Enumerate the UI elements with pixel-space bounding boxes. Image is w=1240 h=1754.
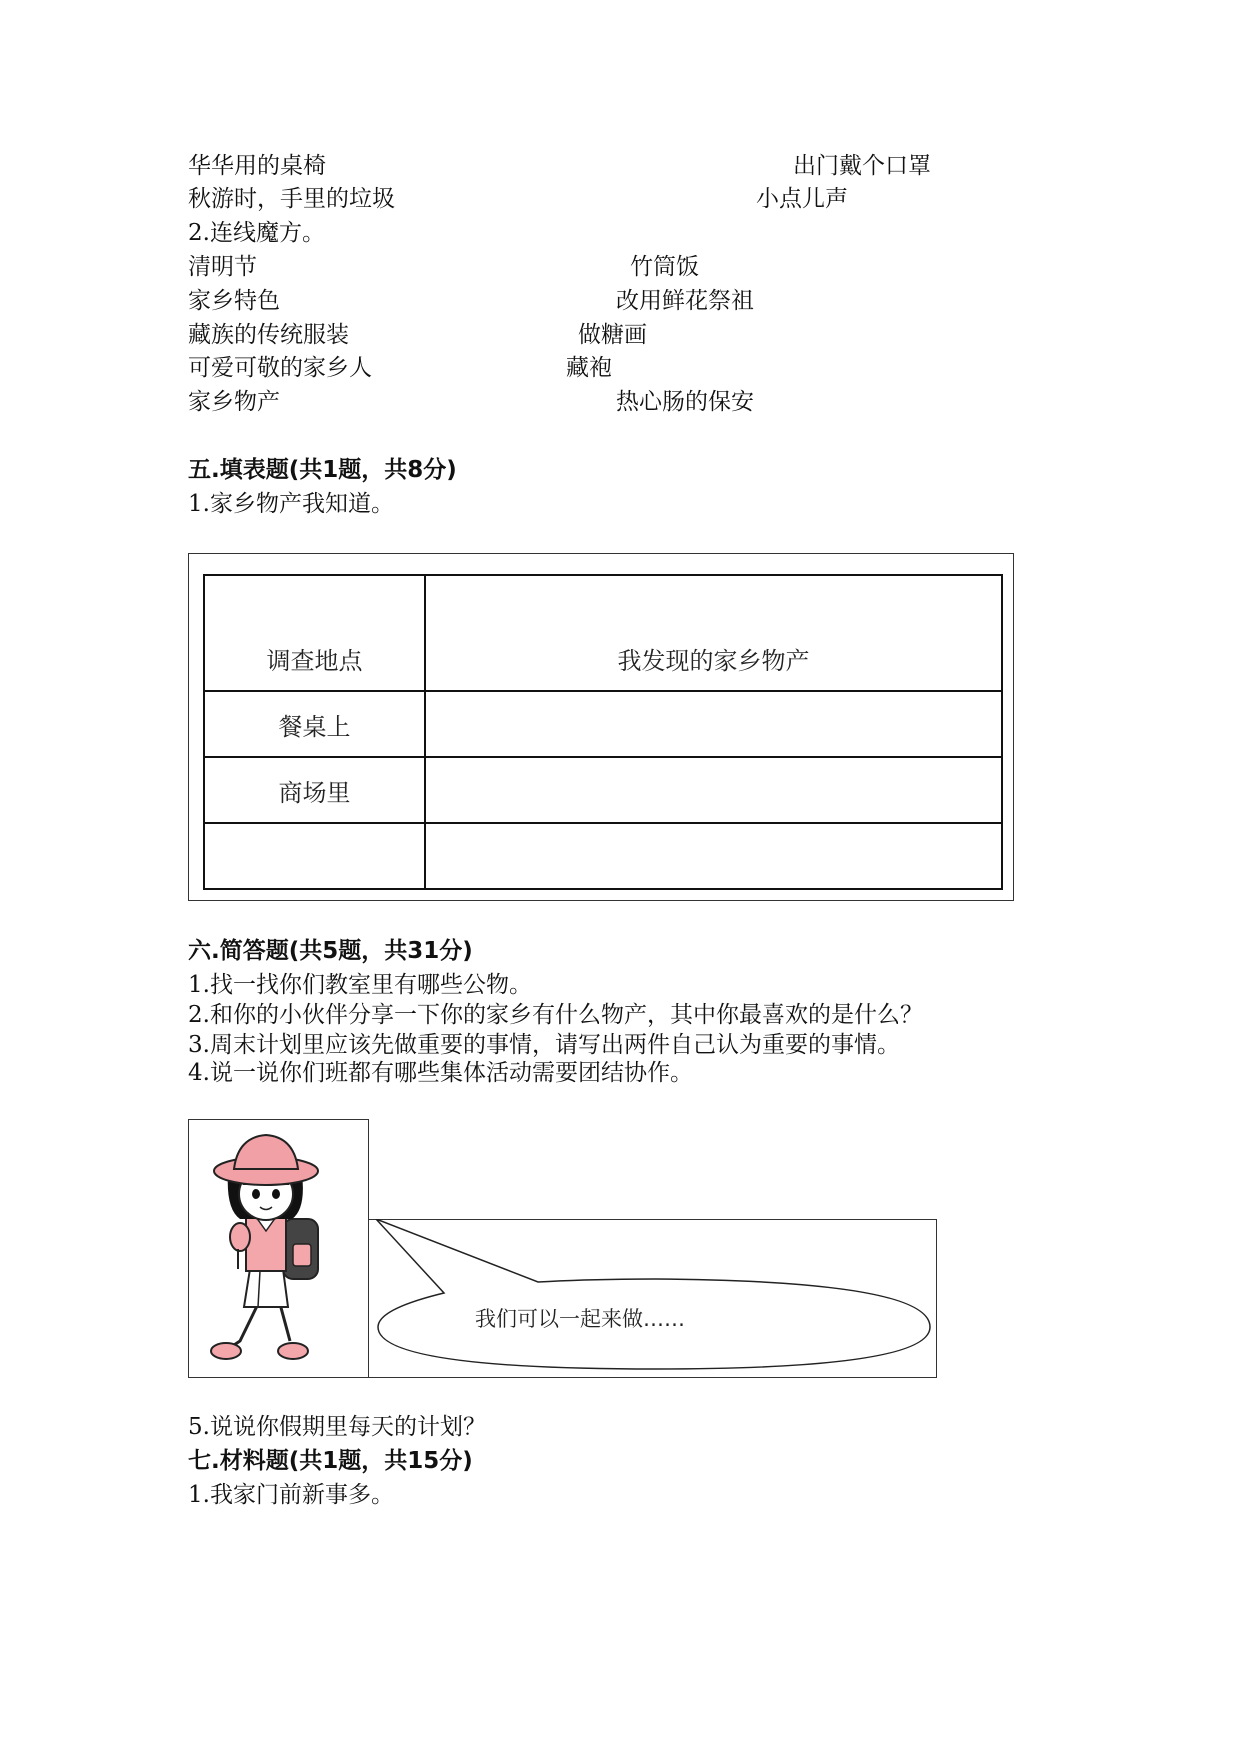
q2-title: 2.连线魔方。: [188, 220, 325, 246]
speech-bubble-icon: [368, 1219, 937, 1378]
section6-q5: 5.说说你假期里每天的计划？: [188, 1414, 486, 1440]
match-left-1: 华华用的桌椅: [188, 153, 326, 179]
match-right-2: 小点儿声: [756, 186, 848, 212]
section6-q2: 2.和你的小伙伴分享一下你的家乡有什么物产，其中你最喜欢的是什么？: [188, 1002, 923, 1028]
match-left-2: 秋游时，手里的垃圾: [188, 186, 395, 212]
survey-row-3-location[interactable]: [204, 823, 425, 889]
section6-q3: 3.周末计划里应该先做重要的事情，请写出两件自己认为重要的事情。: [188, 1032, 900, 1058]
survey-row-1-location: 餐桌上: [204, 691, 425, 757]
q2-left-2: 家乡特色: [188, 288, 280, 314]
q2-right-5: 热心肠的保安: [616, 389, 754, 415]
q2-left-1: 清明节: [188, 254, 257, 280]
q2-right-4: 藏袍: [566, 355, 612, 381]
section6-q1: 1.找一找你们教室里有哪些公物。: [188, 972, 532, 998]
survey-header-products: 我发现的家乡物产: [425, 575, 1002, 691]
q2-right-1: 竹筒饭: [630, 254, 699, 280]
section5-heading: 五.填表题(共1题，共8分): [188, 457, 457, 483]
section5-q1: 1.家乡物产我知道。: [188, 491, 394, 517]
match-right-1: 出门戴个口罩: [793, 153, 931, 179]
section7-heading: 七.材料题(共1题，共15分): [188, 1448, 473, 1474]
survey-header-location: 调查地点: [204, 575, 425, 691]
survey-row-1-answer[interactable]: [425, 691, 1002, 757]
girl-with-backpack-icon: [188, 1119, 369, 1378]
speech-bubble-text: 我们可以一起来做……: [475, 1307, 685, 1331]
survey-table: [203, 574, 1003, 890]
survey-row-3-answer[interactable]: [425, 823, 1002, 889]
q2-left-4: 可爱可敬的家乡人: [188, 355, 372, 381]
survey-row-2-answer[interactable]: [425, 757, 1002, 823]
q2-left-5: 家乡物产: [188, 389, 280, 415]
section6-q4: 4.说一说你们班都有哪些集体活动需要团结协作。: [188, 1060, 693, 1086]
section7-q1: 1.我家门前新事多。: [188, 1482, 394, 1508]
section6-heading: 六.简答题(共5题，共31分): [188, 938, 473, 964]
q2-left-3: 藏族的传统服装: [188, 322, 349, 348]
survey-row-2-location: 商场里: [204, 757, 425, 823]
q2-right-3: 做糖画: [578, 322, 647, 348]
q2-right-2: 改用鲜花祭祖: [616, 288, 754, 314]
